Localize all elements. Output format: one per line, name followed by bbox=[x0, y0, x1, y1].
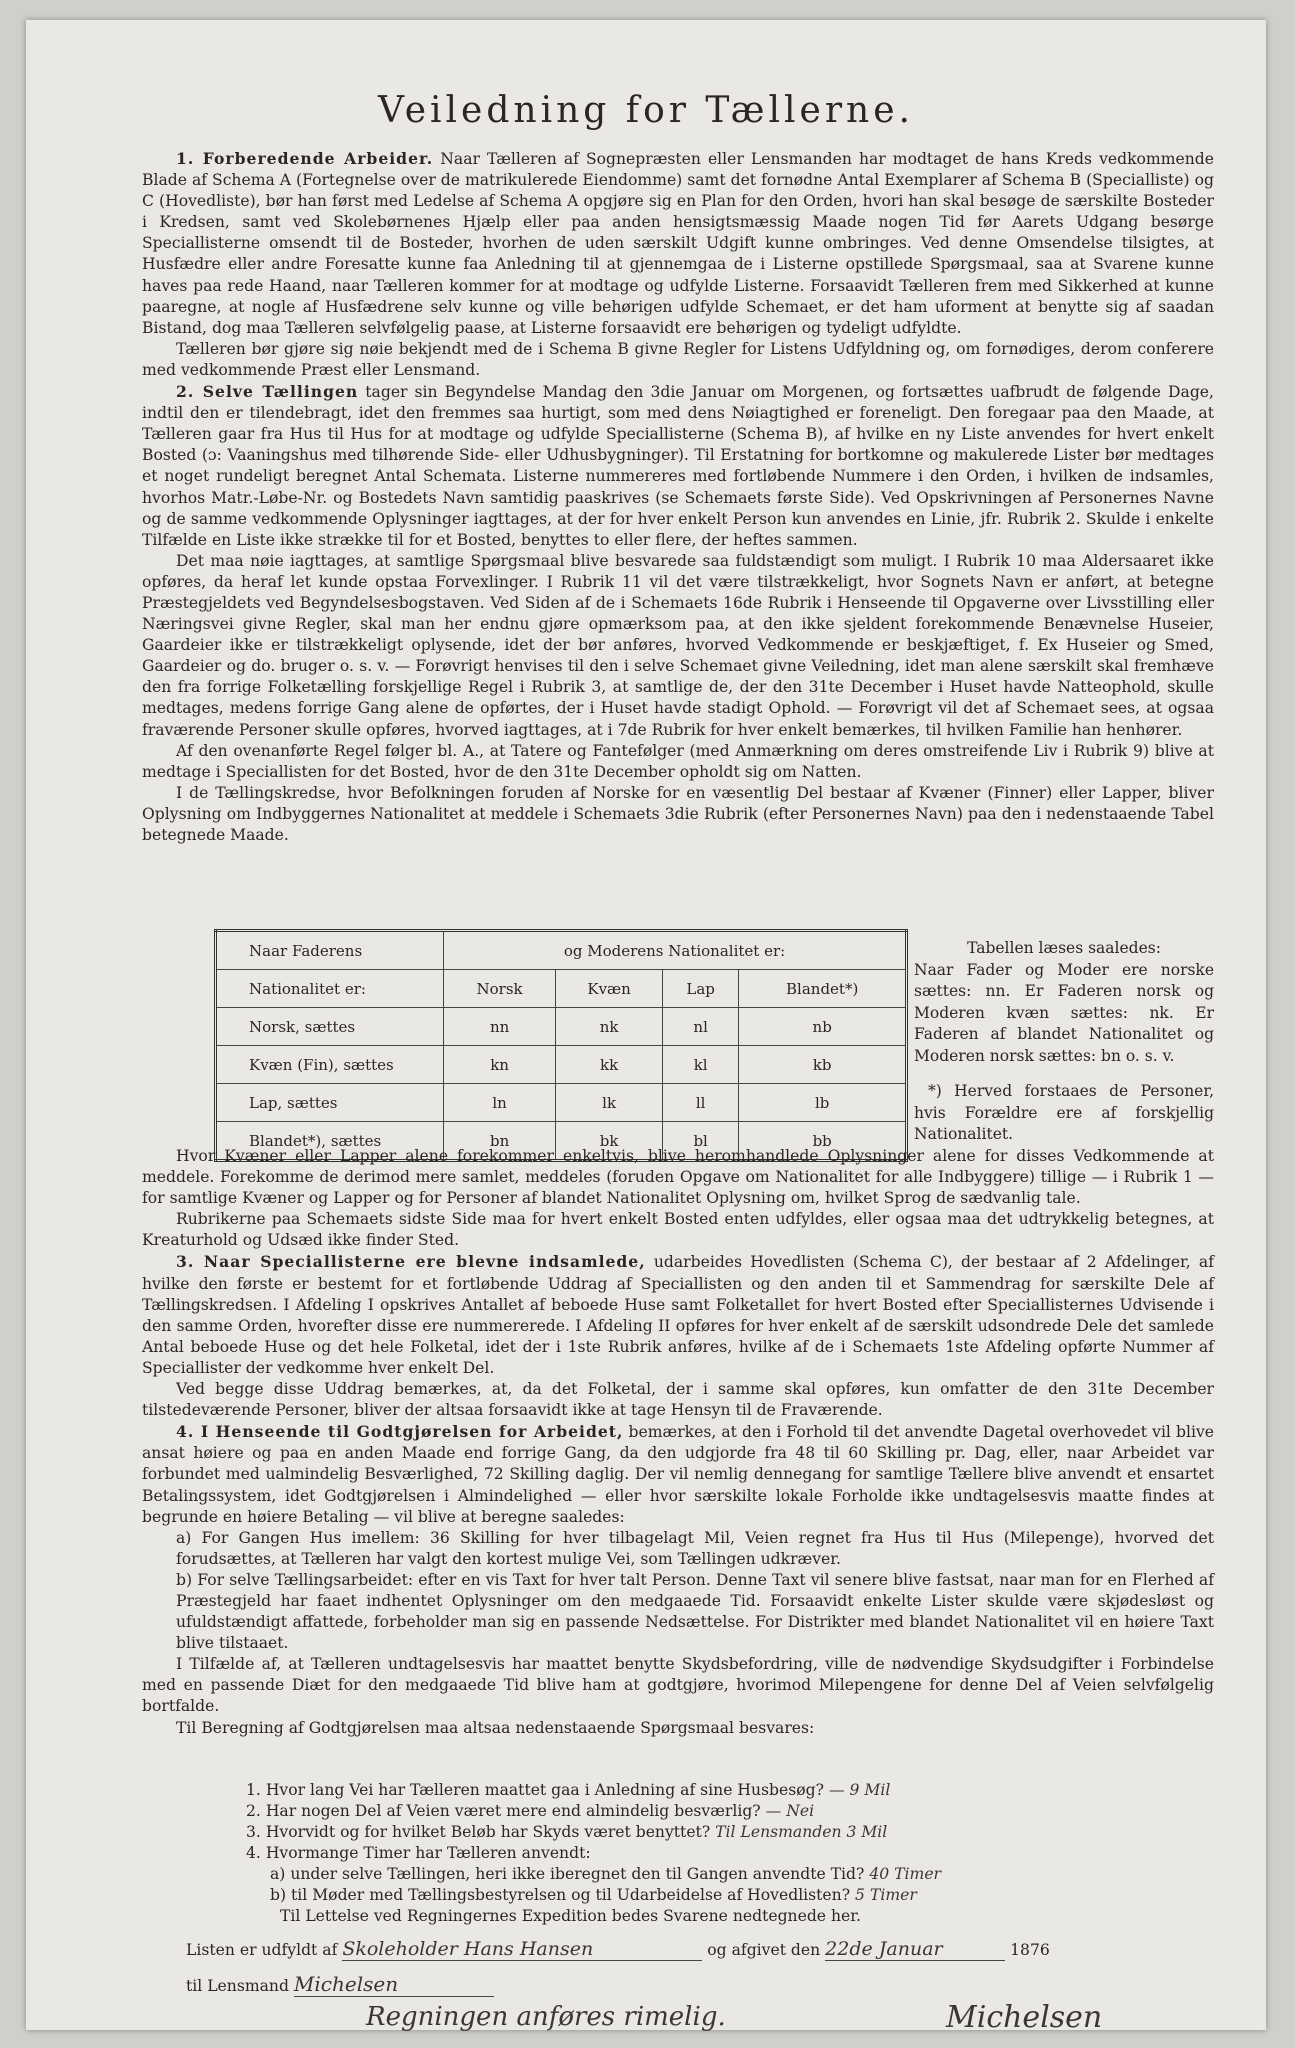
table-cell: bl bbox=[662, 1122, 738, 1161]
table-row-label: Lap, sættes bbox=[216, 1084, 444, 1122]
table-header-father-2: Nationalitet er: bbox=[216, 970, 444, 1008]
question-item: 4. Hvormange Timer har Tælleren anvendt: bbox=[246, 1844, 591, 1862]
page-title: Veiledning for Tællerne. bbox=[378, 90, 914, 131]
document-page bbox=[26, 20, 1266, 2035]
table-cell: kl bbox=[662, 1046, 738, 1084]
table-col-header: Norsk bbox=[444, 970, 556, 1008]
section-3-body: udarbeides Hovedlisten (Schema C), der bestaar af 2 Afdelinger, af hvilke den første er bestemt for et fortløbende Uddrag af Speciallisten og den anden til et Sammendrag for særskilte Dele af Tællingskredsen. I Afdeling I opskrives Antallet af beboede Huse samt Folketallet for hvert Bosted efter Speciallisternes Udvisende i den samme Orden, hvorefter disse ere nummererede. I Afdeling II opføres for hver enkelt af de særskilt udsondrede Dele det samlede Antal beboede Huse og det hele Folketal, idet der i 1ste Rubrik anføres, hvilke af de i Schemaets 1ste Afdeling opførte Nummer af Speciallister der vedkomme hver enkelt Del. bbox=[142, 1253, 1214, 1377]
table-cell: nk bbox=[556, 1008, 663, 1046]
table-row-label: Kvæn (Fin), sættes bbox=[216, 1046, 444, 1084]
section-4-body: bemærkes, at den i Forhold til det anvendte Dagetal overhovedet vil blive ansat høiere og paa en anden Maade end forrige Gang, da den udgjorde fra 48 til 60 Skilling pr. Dag, eller, naar Arbeidet var forbundet med ualmindelig Besværlighed, 72 Skilling daglig. Der vil nemlig dennegang for samtlige Tællere blive anvendt et ensartet Betalingssystem, idet Godtgjørelsen i Almindelighed — eller hvor særskilte lokale Forholde ikke undtagelsesvis maatte findes at begrunde en høiere Betaling — vil blive at beregne saaledes: bbox=[142, 1423, 1214, 1526]
table-cell: nl bbox=[662, 1008, 738, 1046]
section-1 bbox=[142, 148, 1214, 846]
handwritten-answer: — Nei bbox=[765, 1802, 815, 1820]
question-item: a) under selve Tællingen, heri ikke iberegnet den til Gangen anvendte Tid? 40 Timer bbox=[270, 1865, 942, 1883]
table-cell: ll bbox=[662, 1084, 738, 1122]
section-4-paragraph-2: I Tilfælde af, at Tælleren undtagelsesvis har maattet benytte Skydsbefordring, ville de nødvendige Skydsudgifter i Forbindelse med en passende Diæt for den medgaaede Tid blive ham at godtgjøre, hvorimod Milepengene for denne Del af Veien selvfølgelig bortfalde. bbox=[142, 1655, 1214, 1716]
table-col-header: Lap bbox=[662, 970, 738, 1008]
table-cell: bk bbox=[556, 1122, 663, 1161]
table-cell: lb bbox=[739, 1084, 907, 1122]
section-4-paragraph-3: Til Beregning af Godtgjørelsen maa altsaa nedenstaaende Spørgsmaal besvares: bbox=[176, 1718, 815, 1737]
table-col-header: Kvæn bbox=[556, 970, 663, 1008]
question-item: 1. Hvor lang Vei har Tælleren maattet gaa i Anledning af sine Husbesøg? — 9 Mil bbox=[246, 1781, 891, 1799]
section-2-body: tager sin Begyndelse Mandag den 3die Januar om Morgenen, og fortsættes uafbrudt de følgende Dage, indtil den er tilendebragt, idet den fremmes saa hurtigt, som med dens Nøiagtighed er foreneligt. Den foregaar paa den Maade, at Tælleren gaar fra Hus til Hus for at modtage og udfylde Speciallisterne (Schema B), af hvilke en ny Liste anvendes for hvert enkelt Bosted (ɔ: Vaaningshus med tilhørende Side- eller Udhusbygninger). Til Erstatning for bortkomne og makulerede Lister bør medtages et noget rundeligt beregnet Antal Schemata. Listerne nummereres med fortløbende Nummere i den Orden, i hvilken de indsamles, hvorhos Matr.-Løbe-Nr. og Bostedets Navn samtidig paaskrives (se Schemaets første Side). Ved Opskrivningen af Personernes Navne og de samme vedkommende Oplysninger iagttages, at der for hver enkelt Person kun anvendes en Linie, jfr. Rubrik 2. Skulde i enkelte Tilfælde en Liste ikke strække til for et Bosted, benyttes to eller flere, der heftes sammen. bbox=[142, 383, 1214, 549]
section-1-paragraph-2: Tælleren bør gjøre sig nøie bekjendt med de i Schema B givne Regler for Listens Udfyldning og, om fornødiges, derom conferere med vedkommende Præst eller Lensmand. bbox=[142, 339, 1214, 379]
table-cell: lk bbox=[556, 1084, 663, 1122]
handwritten-answer: 5 Timer bbox=[855, 1886, 917, 1904]
question-item: 2. Har nogen Del af Veien været mere end almindelig besværlig? — Nei bbox=[246, 1802, 815, 1820]
table-cell: nb bbox=[739, 1008, 907, 1046]
paragraph-rubriker: Rubrikerne paa Schemaets sidste Side maa for hvert enkelt Bosted enten udfyldes, eller ogsaa maa det udtrykkelig betegnes, at Kreaturhold og Udsæd ikke finder Sted. bbox=[142, 1210, 1214, 1250]
signature: Michelsen bbox=[946, 2000, 1103, 2035]
handwritten-answer: — 9 Mil bbox=[828, 1781, 891, 1799]
section-1-heading: 1. Forberedende Arbeider. bbox=[176, 149, 434, 168]
paragraph-kvaener: Hvor Kvæner eller Lapper alene forekommer enkeltvis, blive heromhandlede Oplysninger alene for disses Vedkommende at meddele. Forekomme de derimod mere samlet, meddeles (foruden Opgave om Nationalitet for alle Indbyggere) tillige — i Rubrik 1 — for samtlige Kvæner og Lapper og for Personer af blandet Nationalitet Oplysning om, hvilket Sprog de sædvanlig tale. bbox=[142, 1147, 1214, 1208]
section-4-heading: 4. I Henseende til Godtgjørelsen for Arbeidet, bbox=[176, 1422, 624, 1442]
table-cell: kn bbox=[444, 1046, 556, 1084]
section-2-continued bbox=[142, 1146, 1214, 1739]
table-col-header: Blandet*) bbox=[739, 970, 907, 1008]
section-2-paragraph-3: Af den ovenanførte Regel følger bl. A., at Tatere og Fantefølger (med Anmærkning om deres omstreifende Liv i Rubrik 9) blive at medtage i Speciallisten for det Bosted, hvor de den 31te December opholdt sig om Natten. bbox=[142, 741, 1214, 781]
table-header-mother: og Moderens Nationalitet er: bbox=[444, 931, 907, 970]
handwritten-remark: Regningen anføres rimelig. bbox=[366, 2002, 726, 2032]
table-cell: kk bbox=[556, 1046, 663, 1084]
section-3-heading: 3. Naar Speciallisterne ere blevne indsamlede, bbox=[176, 1252, 646, 1272]
nationality-table bbox=[214, 929, 908, 1162]
table-header-father-1: Naar Faderens bbox=[216, 931, 444, 970]
section-2-paragraph-4: I de Tællingskredse, hvor Befolkningen foruden af Norske for en væsentlig Del bestaar af Kvæner (Finner) eller Lapper, bliver Oplysning om Indbyggernes Nationalitet at meddele i Schemaets 3die Rubrik (efter Personernes Navn) paa den i nedenstaaende Tabel betegnede Maade. bbox=[142, 783, 1214, 844]
table-cell: bb bbox=[739, 1122, 907, 1161]
table-row-label: Norsk, sættes bbox=[216, 1008, 444, 1046]
handwritten-answer: Til Lensmanden 3 Mil bbox=[715, 1823, 888, 1841]
question-item: b) til Møder med Tællingsbestyrelsen og til Udarbeidelse af Hovedlisten? 5 Timer bbox=[270, 1886, 917, 1904]
section-1-body: Naar Tælleren af Sognepræsten eller Lensmanden har modtaget de hans Kreds vedkommende Blade af Schema A (Fortegnelse over de matrikulerede Eiendomme) samt det fornødne Antal Exemplarer af Schema B (Specialliste) og C (Hovedliste), bør han først med Ledelse af Schema A opgjøre sig en Plan for den Orden, hvori han skal besøge de særskilte Bosteder i Kredsen, samt ved Skolebørnenes Hjælp eller paa anden hensigtsmæssig Maade nogen Tid før Aarets Udgang besørge Speciallisterne omsendt til de Bosteder, hvorhen de uden særskilt Udgift kunne ombringes. Ved denne Omsendelse tilsigtes, at Husfædre eller andre Foresatte kunne faa Anledning til at gjennemgaa de i Listerne opstillede Spørgsmaal, saa at Svarene kunne haves paa rede Haand, naar Tælleren kommer for at modtage og udfylde Listerne. Forsaavidt Tælleren frem med Sikkerhed at kunne paaregne, at nogle af Husfædrene selv kunne og ville behørigen udfylde Schemaet, er det ham uforment at benytte sig af saadan Bistand, dog maa Tælleren selvfølgelig paase, at Listerne forsaavidt ere behørigen og tydeligt udfyldte. bbox=[142, 150, 1214, 337]
table-row-label: Blandet*), sættes bbox=[216, 1122, 444, 1161]
table-row bbox=[216, 1008, 907, 1046]
section-3-paragraph-2: Ved begge disse Uddrag bemærkes, at, da det Folketal, der i samme skal opføres, kun omfatter de den 31te December tilstedeværende Personer, bliver der altsaa forsaavidt ikke at tage Hensyn til de Fraværende. bbox=[142, 1380, 1214, 1420]
table-row bbox=[216, 1084, 907, 1122]
table-cell: bn bbox=[444, 1122, 556, 1161]
section-2-paragraph-2: Det maa nøie iagttages, at samtlige Spørgsmaal blive besvarede saa fuldstændigt som muligt. I Rubrik 10 maa Aldersaaret ikke opføres, da heraf let kunde opstaa Forvexlinger. I Rubrik 11 vil det være tilstrækkeligt, hvor Sognets Navn er anført, at betegne Præstegjeldets ved Begyndelsesbogstaven. Ved Siden af de i Schemaets 16de Rubrik i Henseende til Opgaverne over Livsstilling eller Næringsvei givne Regler, skal man her endnu gjøre opmærksom paa, at den ikke sjeldent forekommende Benævnelse Huseier, Gaardeier ikke er tilstrækkeligt oplysende, idet der bør anføres, hvorved Vedkommende er beskjæftiget, f. Ex Huseier og Smed, Gaardeier og do. bruger o. s. v. — Forøvrigt henvises til den i selve Schemaet givne Veiledning, idet man alene særskilt skal fremhæve den fra forrige Folketælling forskjellige Regel i Rubrik 3, at samtlige de, der den 31te December i Huset havde Natteophold, skulle medtages, medens forrige Gang alene de opførtes, der i Huset havde stadigt Ophold. — Forøvrigt vil det af Schemaet sees, at ogsaa fraværende Personer skulle opføres, hvorved iagttages, at i 7de Rubrik for hver enkelt bemærkes, til hvilken Familie han henhører. bbox=[142, 551, 1214, 739]
question-item: 3. Hvorvidt og for hvilket Beløb har Skyds været benyttet? Til Lensmanden 3 Mil bbox=[246, 1823, 888, 1841]
section-4-item-a: a) For Gangen Hus imellem: 36 Skilling for hver tilbagelagt Mil, Veien regnet fra Hus til Hus (Milepenge), hvorved det forudsættes, at Tælleren har valgt den kortest mulige Vei, som Tællingen udkræver. bbox=[176, 1528, 1214, 1568]
table-cell: nn bbox=[444, 1008, 556, 1046]
section-2-heading: 2. Selve Tællingen bbox=[176, 382, 359, 402]
delivery-date: 22de Januar bbox=[825, 1938, 1005, 1961]
handwritten-answer: 40 Timer bbox=[869, 1865, 942, 1883]
footer-line-1: Listen er udfyldt af Skoleholder Hans Hansen og afgivet den 22de Januar 1876 bbox=[186, 1938, 1050, 1960]
table-row bbox=[216, 1046, 907, 1084]
table-cell: ln bbox=[444, 1084, 556, 1122]
closing-note: Til Lettelse ved Regningernes Expedition bedes Svarene nedtegnede her. bbox=[280, 1907, 861, 1925]
counter-name: Skoleholder Hans Hansen bbox=[342, 1938, 702, 1961]
section-4-item-b: b) For selve Tællingsarbeidet: efter en vis Taxt for hver talt Person. Denne Taxt vil senere blive fastsat, naar man for en Flerhed af Præstegjeld har faaet indhentet Oplysninger om den medgaaede Tid. Forsaavidt enkelte Lister skulde være skjødesløst og ufuldstændigt affattede, forbeholder man sig en passende Nedsættelse. For Distrikter med blandet Nationalitet vil en høiere Taxt blive tilstaaet. bbox=[176, 1570, 1214, 1653]
table-footnote: *) Herved forstaaes de Personer, hvis Forældre ere af forskjellig Nationalitet. bbox=[914, 1082, 1214, 1143]
table-explanation-heading: Tabellen læses saaledes: bbox=[967, 939, 1161, 957]
table-cell: kb bbox=[739, 1046, 907, 1084]
table-explanation bbox=[914, 938, 1214, 1146]
question-list bbox=[246, 1780, 941, 1927]
table-explanation-body: Naar Fader og Moder ere norske sættes: nn. Er Faderen norsk og Moderen kvæn sættes: nk. Er Faderen af blandet Nationalitet og Moderen norsk sættes: bn o. s. v. bbox=[914, 960, 1214, 1065]
footer-line-2: til Lensmand Michelsen bbox=[186, 1972, 494, 1997]
lensmand-name: Michelsen bbox=[294, 1972, 494, 1997]
